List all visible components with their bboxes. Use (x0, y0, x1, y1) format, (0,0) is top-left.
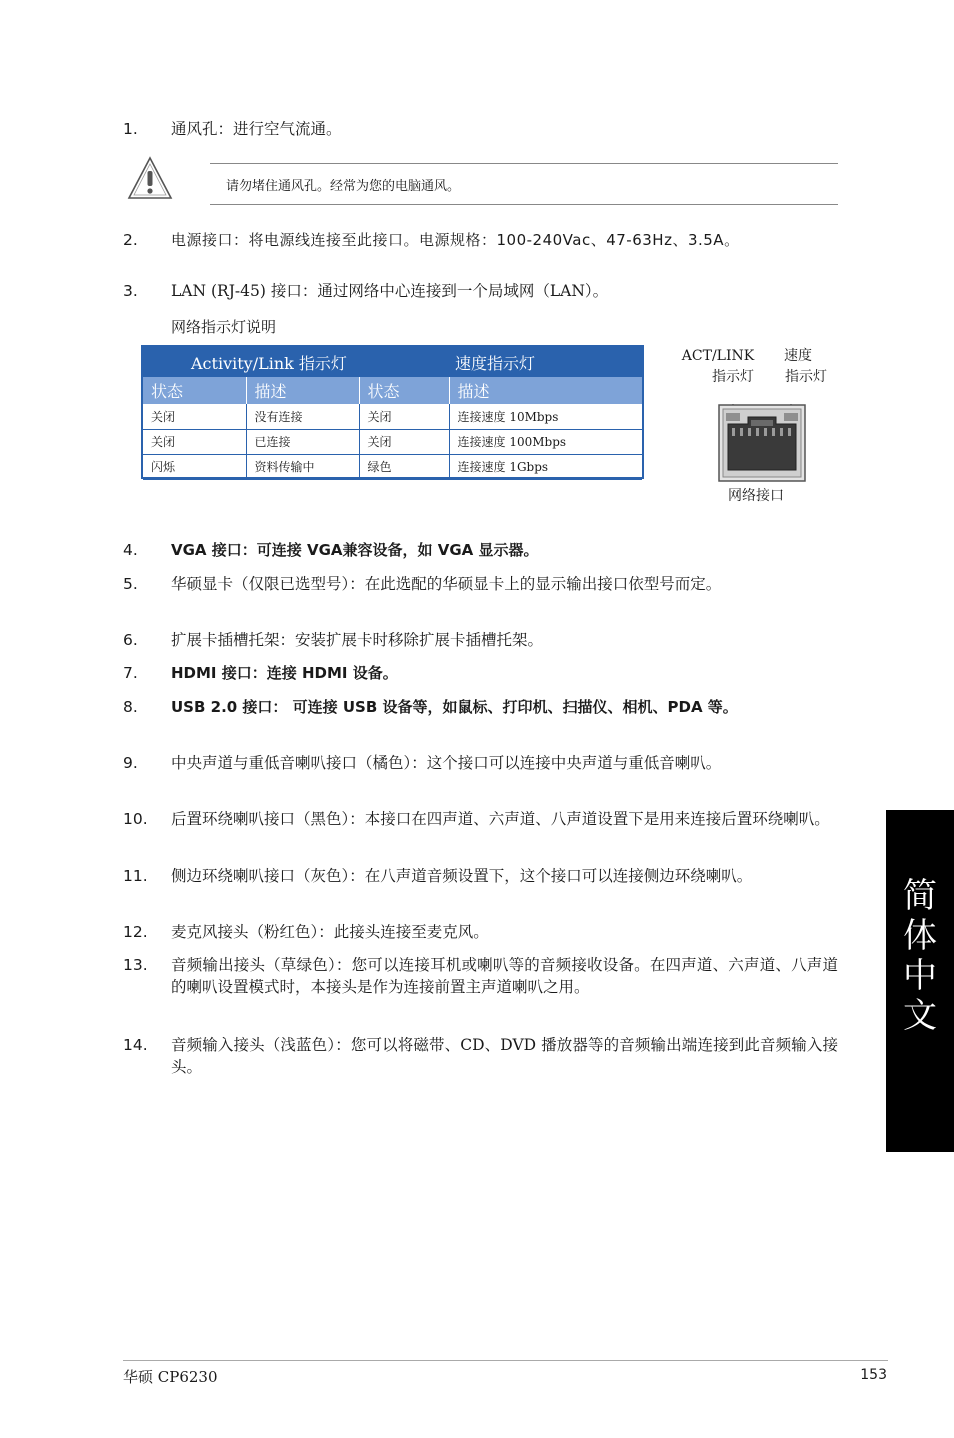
table-cell: 闪烁 (143, 454, 246, 479)
table-cell: 连接速度 10Mbps (449, 404, 642, 429)
table-cell: 关闭 (143, 429, 246, 454)
table-cell: 已连接 (246, 429, 359, 454)
table-cell: 关闭 (143, 404, 246, 429)
table-cell: 绿色 (359, 454, 449, 479)
item-number: 12. (123, 923, 148, 941)
footer-divider (123, 1360, 888, 1361)
table-row (143, 429, 642, 454)
led-table (141, 345, 644, 479)
speed-label: 速度 指示灯 (784, 348, 827, 385)
group-header-activity: Activity/Link 指示灯 (143, 347, 359, 377)
item-number: 6. (123, 631, 138, 649)
column-header: 描述 (449, 377, 642, 404)
table-cell: 没有连接 (246, 404, 359, 429)
item-text: 音频输出接头（草绿色）：您可以连接耳机或喇叭等的音频接收设备。在四声道、六声道、八声道的喇叭设置模式时，本接头是作为连接前置主声道喇叭之用。 (171, 956, 838, 996)
item-text: 华硕显卡（仅限已选型号）：在此选配的华硕显卡上的显示输出接口依型号而定。 (171, 575, 722, 593)
table-cell: 关闭 (359, 404, 449, 429)
item-number: 5. (123, 575, 138, 593)
side-tab-text: 简 体 中 文 (903, 876, 937, 1036)
caution-note (210, 163, 838, 205)
item-number: 14. (123, 1036, 148, 1054)
table-header-row (143, 377, 642, 404)
column-header: 状态 (143, 377, 246, 404)
column-header: 状态 (359, 377, 449, 404)
item-text: 麦克风接头（粉红色）：此接头连接至麦克风。 (171, 923, 489, 941)
item-text: 后置环绕喇叭接口（黑色）：本接口在四声道、六声道、八声道设置下是用来连接后置环绕喇叭。 (171, 810, 830, 828)
warning-triangle-icon (127, 155, 173, 201)
table-cell: 连接速度 100Mbps (449, 429, 642, 454)
led-subheading: 网络指示灯说明 (171, 318, 277, 336)
rj45-port-icon (718, 404, 806, 482)
language-side-tab (886, 810, 954, 1152)
table-cell: 关闭 (359, 429, 449, 454)
item-number: 8. (123, 698, 138, 716)
item-number: 2. (123, 231, 138, 249)
item-text: VGA 接口：可连接 VGA兼容设备，如 VGA 显示器。 (171, 541, 539, 559)
item-text: LAN (RJ-45) 接口：通过网络中心连接到一个局域网（LAN）。 (171, 282, 609, 300)
item-text: 扩展卡插槽托架：安装扩展卡时移除扩展卡插槽托架。 (171, 631, 544, 649)
group-header-speed: 速度指示灯 (359, 347, 642, 377)
footer-product: 华硕 CP6230 (123, 1368, 218, 1386)
column-header: 描述 (246, 377, 359, 404)
item-number: 9. (123, 754, 138, 772)
item-number: 1. (123, 120, 138, 138)
caution-text: 请勿堵住通风孔。经常为您的电脑通风。 (226, 179, 461, 194)
item-text: USB 2.0 接口： 可连接 USB 设备等，如鼠标、打印机、扫描仪、相机、PDA 等。 (171, 698, 738, 716)
table-cell: 资料传输中 (246, 454, 359, 479)
table-cell: 连接速度 1Gbps (449, 454, 642, 479)
item-number: 11. (123, 867, 148, 885)
item-number: 13. (123, 956, 148, 974)
item-text: 通风孔：进行空气流通。 (171, 120, 342, 138)
item-text: 音频输入接头（浅蓝色）：您可以将磁带、CD、DVD 播放器等的音频输出端连接到此音频输入接头。 (171, 1036, 838, 1076)
item-number: 7. (123, 664, 138, 682)
table-row (143, 404, 642, 429)
item-number: 4. (123, 541, 138, 559)
item-text: HDMI 接口：连接 HDMI 设备。 (171, 664, 398, 682)
item-text: 电源接口：将电源线连接至此接口。电源规格：100-240Vac、47-63Hz、3.5A。 (171, 231, 740, 249)
act-link-label: ACT/LINK 指示灯 (681, 348, 755, 385)
port-label: 网络接口 (728, 488, 784, 504)
item-number: 10. (123, 810, 148, 828)
table-group-header (143, 347, 642, 377)
item-number: 3. (123, 282, 138, 300)
table-row (143, 454, 642, 479)
item-text: 中央声道与重低音喇叭接口（橘色）：这个接口可以连接中央声道与重低音喇叭。 (171, 754, 722, 772)
page-number: 153 (860, 1367, 887, 1383)
item-text: 侧边环绕喇叭接口（灰色）：在八声道音频设置下，这个接口可以连接侧边环绕喇叭。 (171, 867, 753, 885)
